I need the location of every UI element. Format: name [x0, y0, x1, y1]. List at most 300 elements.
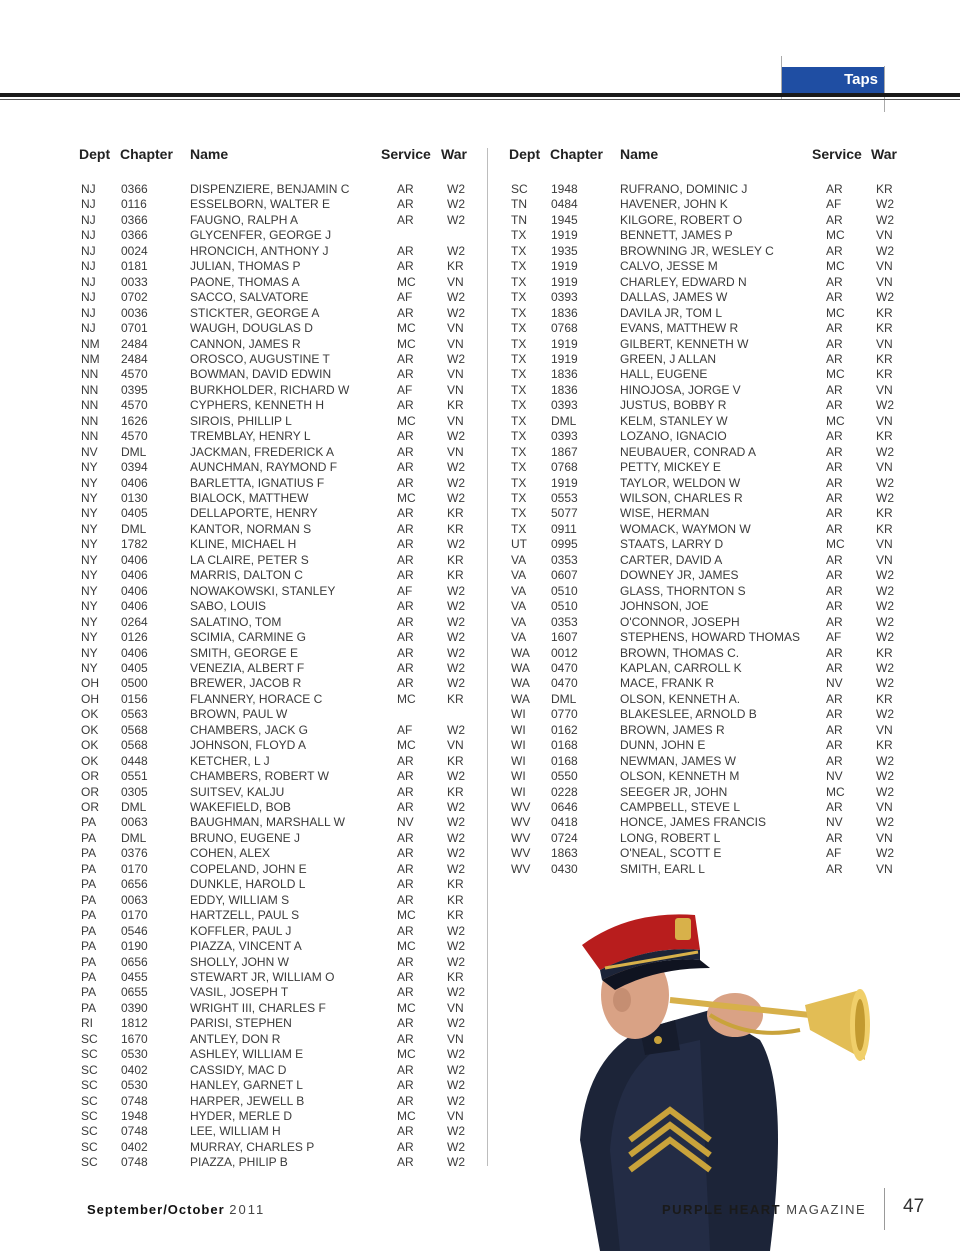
cell-service: AR — [826, 182, 843, 196]
cell-chapter: 1607 — [551, 630, 578, 645]
cell-name: BAUGHMAN, MARSHALL W — [190, 815, 345, 830]
cell-dept: NY — [81, 475, 98, 490]
cell-dept: NN — [81, 398, 99, 413]
cell-name: NOWAKOWSKI, STANLEY — [190, 583, 336, 598]
cell-chapter: 0551 — [121, 769, 148, 784]
cell-chapter: 0353 — [551, 552, 578, 567]
cell-dept: WI — [511, 738, 526, 753]
cell-name: NEUBAUER, CONRAD A — [620, 444, 757, 459]
cell-war: VN — [876, 830, 893, 845]
cell-war: W2 — [876, 846, 894, 861]
cell-dept: NY — [81, 660, 98, 675]
header-chapter: Chapter — [550, 146, 603, 162]
cell-dept: TX — [511, 274, 527, 289]
table-row — [0, 213, 960, 228]
cell-name: HALL, EUGENE — [620, 367, 708, 382]
cell-service: AR — [826, 351, 843, 366]
cell-chapter: 1863 — [551, 846, 578, 861]
cell-name: JACKMAN, FREDERICK A — [190, 444, 335, 459]
cell-service: AR — [826, 243, 843, 258]
cell-name: WISE, HERMAN — [620, 506, 710, 521]
cell-service: MC — [826, 259, 845, 274]
cell-dept: NN — [81, 429, 99, 444]
cell-dept: UT — [511, 537, 527, 552]
cell-dept: NN — [81, 413, 99, 428]
cell-war: VN — [447, 382, 464, 397]
cell-service: AR — [826, 568, 843, 583]
cell-war: W2 — [876, 769, 894, 784]
cell-service: AR — [826, 382, 843, 397]
cell-service: AR — [397, 259, 414, 274]
cell-service: AR — [397, 521, 414, 536]
cell-service: MC — [826, 413, 845, 428]
cell-chapter: DML — [121, 830, 147, 845]
cell-name: PIAZZA, PHILIP B — [190, 1155, 288, 1170]
cell-dept: TX — [511, 382, 527, 397]
cell-dept: NY — [81, 568, 98, 583]
cell-war: W2 — [876, 630, 894, 645]
cell-dept: OH — [81, 676, 99, 691]
cell-chapter: 0405 — [121, 506, 148, 521]
cell-name: O'CONNOR, JOSEPH — [620, 614, 740, 629]
cell-chapter: 0448 — [121, 753, 148, 768]
cell-service: AR — [397, 212, 414, 227]
cell-service: AR — [826, 491, 843, 505]
cell-war: KR — [447, 259, 464, 274]
cell-service: AR — [397, 660, 414, 675]
table-row — [0, 337, 960, 352]
cell-chapter: 0353 — [551, 614, 578, 629]
cell-war: W2 — [447, 429, 465, 444]
cell-name: SMITH, GEORGE E — [190, 645, 299, 660]
table-row — [0, 1140, 480, 1155]
cell-war: VN — [447, 1109, 464, 1123]
cell-dept: NJ — [81, 274, 96, 289]
cell-dept: VA — [511, 568, 527, 583]
cell-service: AR — [397, 676, 414, 691]
cell-name: LA CLAIRE, PETER S — [190, 552, 309, 567]
table-row — [0, 800, 960, 815]
cell-chapter: 0406 — [121, 552, 148, 567]
cell-name: DISPENZIERE, BENJAMIN C — [190, 182, 350, 196]
cell-service: NV — [826, 676, 843, 691]
cell-service: AR — [826, 722, 843, 737]
cell-dept: VA — [511, 630, 527, 645]
cell-name: PETTY, MICKEY E — [620, 460, 721, 475]
header-dept: Dept — [509, 146, 541, 162]
cell-chapter: 0012 — [551, 645, 578, 660]
cell-dept: PA — [81, 923, 97, 938]
cell-service: AR — [826, 800, 843, 814]
cell-dept: NY — [81, 583, 98, 598]
table-row — [0, 970, 480, 985]
cell-name: WOMACK, WAYMON W — [620, 521, 751, 536]
cell-dept: OR — [81, 784, 99, 799]
cell-dept: WA — [511, 676, 530, 691]
cell-dept: TX — [511, 259, 527, 274]
cell-service: MC — [397, 1109, 416, 1123]
cell-war: W2 — [876, 815, 894, 830]
cell-war: KR — [876, 321, 893, 336]
cell-service: AR — [826, 475, 843, 490]
cell-war: W2 — [447, 846, 465, 861]
table-row — [0, 290, 960, 305]
table-row — [0, 599, 960, 614]
cell-war: KR — [447, 521, 464, 536]
cell-dept: TX — [511, 413, 527, 428]
cell-name: CALVO, JESSE M — [620, 259, 718, 274]
cell-name: DOWNEY JR, JAMES — [620, 568, 739, 583]
cell-name: GREEN, J ALLAN — [620, 351, 717, 366]
table-row — [0, 754, 960, 769]
header-dept: Dept — [79, 146, 111, 162]
header-name: Name — [190, 146, 229, 162]
header-tick-right — [884, 66, 885, 112]
cell-war: VN — [876, 336, 893, 351]
cell-service: AR — [397, 398, 414, 413]
cell-service: AR — [397, 243, 414, 258]
cell-war: KR — [876, 305, 893, 320]
cell-war: KR — [447, 784, 464, 799]
cell-war: W2 — [876, 707, 894, 722]
cell-service: AR — [397, 630, 414, 645]
cell-war: W2 — [447, 861, 465, 876]
magazine-title-rest: MAGAZINE — [786, 1202, 867, 1217]
cell-name: STEWART JR, WILLIAM O — [190, 969, 335, 984]
cell-dept: TN — [511, 212, 527, 227]
cell-service: NV — [826, 769, 843, 784]
cell-war: W2 — [447, 815, 465, 830]
cell-service: AR — [397, 800, 414, 814]
cell-dept: PA — [81, 908, 97, 923]
cell-service: NV — [826, 815, 843, 830]
cell-service: AR — [397, 429, 414, 444]
cell-name: PAONE, THOMAS A — [190, 274, 300, 289]
cell-name: VENEZIA, ALBERT F — [190, 660, 305, 675]
cell-chapter: 0402 — [121, 1139, 148, 1154]
cell-name: KANTOR, NORMAN S — [190, 521, 312, 536]
table-row — [0, 893, 480, 908]
cell-name: DELLAPORTE, HENRY — [190, 506, 318, 521]
cell-chapter: 0724 — [551, 830, 578, 845]
cell-chapter: 0646 — [551, 800, 578, 814]
cell-chapter: 0748 — [121, 1093, 148, 1108]
table-row — [0, 908, 480, 923]
cell-war: KR — [876, 367, 893, 382]
cell-name: SEEGER JR, JOHN — [620, 784, 728, 799]
cell-chapter: DML — [551, 413, 577, 428]
cell-service: MC — [397, 413, 416, 428]
header-service: Service — [381, 146, 431, 162]
table-row — [0, 877, 480, 892]
cell-chapter: 0550 — [551, 769, 578, 784]
header-service: Service — [812, 146, 862, 162]
cell-service: MC — [826, 228, 845, 243]
cell-chapter: 0116 — [121, 197, 147, 212]
cell-name: STICKTER, GEORGE A — [190, 305, 320, 320]
cell-dept: PA — [81, 954, 97, 969]
cell-dept: NY — [81, 491, 98, 505]
cell-war: W2 — [876, 583, 894, 598]
table-row — [0, 476, 960, 491]
cell-service: MC — [826, 305, 845, 320]
cell-name: JULIAN, THOMAS P — [190, 259, 301, 274]
table-row — [0, 182, 960, 197]
cell-war: W2 — [876, 614, 894, 629]
cell-service: AF — [826, 197, 842, 212]
cell-service: AR — [397, 367, 414, 382]
header-rule — [0, 93, 960, 97]
cell-name: CANNON, JAMES R — [190, 336, 301, 351]
cell-name: CARTER, DAVID A — [620, 552, 723, 567]
cell-name: OLSON, KENNETH A. — [620, 691, 741, 706]
cell-chapter: 1919 — [551, 274, 578, 289]
table-row — [0, 414, 960, 429]
cell-chapter: 1948 — [121, 1109, 148, 1123]
cell-name: ANTLEY, DON R — [190, 1031, 281, 1046]
cell-war: VN — [876, 382, 893, 397]
cell-chapter: 0366 — [121, 212, 148, 227]
table-row — [0, 522, 960, 537]
cell-service: MC — [397, 908, 416, 923]
cell-name: BENNETT, JAMES P — [620, 228, 733, 243]
cell-service: MC — [397, 274, 416, 289]
cell-name: KILGORE, ROBERT O — [620, 212, 743, 227]
cell-name: CHAMBERS, JACK G — [190, 722, 309, 737]
cell-name: STAATS, LARRY D — [620, 537, 724, 552]
cell-dept: SC — [81, 1093, 98, 1108]
cell-dept: SC — [81, 1047, 98, 1062]
cell-chapter: 0470 — [551, 660, 578, 675]
cell-service: MC — [397, 1047, 416, 1062]
cell-dept: NY — [81, 645, 98, 660]
cell-name: CHARLEY, EDWARD N — [620, 274, 747, 289]
cell-war: W2 — [876, 676, 894, 691]
cell-dept: OK — [81, 707, 99, 722]
cell-war: VN — [447, 321, 464, 336]
cell-dept: RI — [81, 1016, 93, 1031]
cell-dept: VA — [511, 583, 527, 598]
cell-chapter: 0170 — [121, 861, 148, 876]
cell-name: STEPHENS, HOWARD THOMAS — [620, 630, 801, 645]
cell-name: KLINE, MICHAEL H — [190, 537, 297, 552]
cell-dept: SC — [511, 182, 528, 196]
table-row — [0, 383, 960, 398]
table-row — [0, 352, 960, 367]
cell-service: AR — [397, 1139, 414, 1154]
cell-service: AR — [397, 506, 414, 521]
cell-dept: WV — [511, 815, 531, 830]
cell-name: MURRAY, CHARLES P — [190, 1139, 315, 1154]
cell-chapter: 0553 — [551, 491, 578, 505]
table-row — [0, 367, 960, 382]
cell-name: FLANNERY, HORACE C — [190, 691, 323, 706]
cell-service: AR — [826, 583, 843, 598]
cell-name: TAYLOR, WELDON W — [620, 475, 741, 490]
cell-name: HINOJOSA, JORGE V — [620, 382, 741, 397]
cell-service: AR — [397, 1031, 414, 1046]
cell-dept: WI — [511, 722, 526, 737]
cell-dept: WA — [511, 660, 530, 675]
cell-name: SALATINO, TOM — [190, 614, 282, 629]
cell-service: AR — [397, 892, 414, 907]
cell-name: WAKEFIELD, BOB — [190, 800, 291, 814]
header-rule-thin — [0, 99, 960, 100]
table-row — [0, 723, 960, 738]
cell-dept: TX — [511, 491, 527, 505]
cell-service: AR — [826, 521, 843, 536]
cell-name: ASHLEY, WILLIAM E — [190, 1047, 304, 1062]
cell-chapter: DML — [121, 800, 147, 814]
cell-war: VN — [447, 274, 464, 289]
cell-war: KR — [876, 506, 893, 521]
cell-chapter: 0376 — [121, 846, 148, 861]
cell-name: CAMPBELL, STEVE L — [620, 800, 741, 814]
cell-war: VN — [876, 800, 893, 814]
cell-dept: OK — [81, 738, 99, 753]
cell-name: FAUGNO, RALPH A — [190, 212, 299, 227]
cell-war: W2 — [876, 660, 894, 675]
cell-name: BOWMAN, DAVID EDWIN — [190, 367, 332, 382]
cell-name: BROWN, JAMES R — [620, 722, 725, 737]
cell-dept: PA — [81, 830, 97, 845]
table-row — [0, 259, 960, 274]
cell-dept: OR — [81, 769, 99, 784]
cell-chapter: 0656 — [121, 954, 148, 969]
cell-chapter: 0181 — [121, 259, 148, 274]
cell-chapter: 2484 — [121, 336, 148, 351]
cell-chapter: 0393 — [551, 429, 578, 444]
table-row — [0, 985, 480, 1000]
cell-name: HYDER, MERLE D — [190, 1109, 293, 1123]
cell-chapter: 0024 — [121, 243, 148, 258]
table-row — [0, 661, 960, 676]
cell-chapter: 0510 — [551, 583, 578, 598]
cell-war: VN — [447, 1000, 464, 1015]
cell-chapter: 0390 — [121, 1000, 148, 1015]
cell-dept: TX — [511, 460, 527, 475]
cell-service: AR — [397, 552, 414, 567]
cell-war: W2 — [447, 290, 465, 305]
cell-chapter: 0406 — [121, 475, 148, 490]
cell-war: W2 — [447, 1155, 465, 1170]
cell-war: VN — [876, 228, 893, 243]
cell-chapter: 0430 — [551, 861, 578, 876]
table-row — [0, 955, 480, 970]
cell-war: W2 — [447, 583, 465, 598]
bugler-photo — [560, 890, 880, 1251]
cell-name: MACE, FRANK R — [620, 676, 715, 691]
cell-service: NV — [397, 815, 414, 830]
cell-dept: TX — [511, 351, 527, 366]
cell-war: W2 — [447, 243, 465, 258]
cell-chapter: 0033 — [121, 274, 148, 289]
cell-war: KR — [876, 351, 893, 366]
cell-war: W2 — [447, 800, 465, 814]
cell-dept: NY — [81, 460, 98, 475]
cell-war: W2 — [447, 1062, 465, 1077]
cell-name: KELM, STANLEY W — [620, 413, 728, 428]
cell-dept: PA — [81, 892, 97, 907]
cell-dept: WI — [511, 769, 526, 784]
cell-chapter: 0702 — [121, 290, 148, 305]
table-row — [0, 738, 960, 753]
table-row — [0, 862, 960, 877]
cell-chapter: 0395 — [121, 382, 148, 397]
table-row — [0, 197, 960, 212]
table-row — [0, 1001, 480, 1016]
cell-service: AR — [826, 290, 843, 305]
cell-chapter: 0748 — [121, 1124, 148, 1139]
cell-chapter: 0500 — [121, 676, 148, 691]
cell-chapter: 0168 — [551, 738, 578, 753]
cell-chapter: 0406 — [121, 599, 148, 614]
cell-name: EVANS, MATTHEW R — [620, 321, 739, 336]
cell-name: GLASS, THORNTON S — [620, 583, 746, 598]
cell-dept: SC — [81, 1062, 98, 1077]
table-row — [0, 584, 960, 599]
cell-service: AR — [397, 645, 414, 660]
cell-dept: TX — [511, 367, 527, 382]
cell-war: VN — [876, 537, 893, 552]
table-row — [0, 1063, 480, 1078]
table-row — [0, 537, 960, 552]
cell-service: AR — [397, 861, 414, 876]
cell-dept: PA — [81, 969, 97, 984]
cell-chapter: 1812 — [121, 1016, 148, 1031]
cell-service: AR — [397, 1078, 414, 1093]
cell-war: KR — [447, 506, 464, 521]
cell-service: AR — [397, 1016, 414, 1031]
cell-name: SCIMIA, CARMINE G — [190, 630, 307, 645]
cell-service: MC — [397, 336, 416, 351]
cell-dept: VA — [511, 552, 527, 567]
table-row — [0, 846, 960, 861]
cell-service: AR — [397, 182, 414, 196]
cell-name: SIROIS, PHILLIP L — [190, 413, 292, 428]
cell-dept: PA — [81, 939, 97, 954]
cell-chapter: 0130 — [121, 491, 148, 505]
cell-chapter: 0366 — [121, 228, 148, 243]
cell-war: VN — [876, 460, 893, 475]
cell-chapter: 0455 — [121, 969, 148, 984]
cell-service: AR — [397, 475, 414, 490]
cell-service: AR — [826, 830, 843, 845]
header-chapter: Chapter — [120, 146, 173, 162]
cell-war: KR — [447, 568, 464, 583]
cell-name: PIAZZA, VINCENT A — [190, 939, 302, 954]
table-row — [0, 646, 960, 661]
cell-dept: SC — [81, 1139, 98, 1154]
cell-chapter: 0656 — [121, 877, 148, 892]
cell-dept: TX — [511, 336, 527, 351]
cell-war: VN — [447, 444, 464, 459]
cell-war: VN — [876, 413, 893, 428]
magazine-title-bold: PURPLE HEART — [662, 1202, 782, 1217]
cell-chapter: 0748 — [121, 1155, 148, 1170]
cell-dept: TX — [511, 444, 527, 459]
cell-name: WILSON, CHARLES R — [620, 491, 743, 505]
cell-service: AR — [826, 444, 843, 459]
cell-chapter: 1782 — [121, 537, 148, 552]
cell-dept: SC — [81, 1124, 98, 1139]
cell-chapter: 0190 — [121, 939, 148, 954]
table-row — [0, 1124, 480, 1139]
cell-dept: NJ — [81, 321, 96, 336]
cell-service: AR — [826, 429, 843, 444]
cell-service: MC — [397, 738, 416, 753]
cell-name: KOFFLER, PAUL J — [190, 923, 292, 938]
